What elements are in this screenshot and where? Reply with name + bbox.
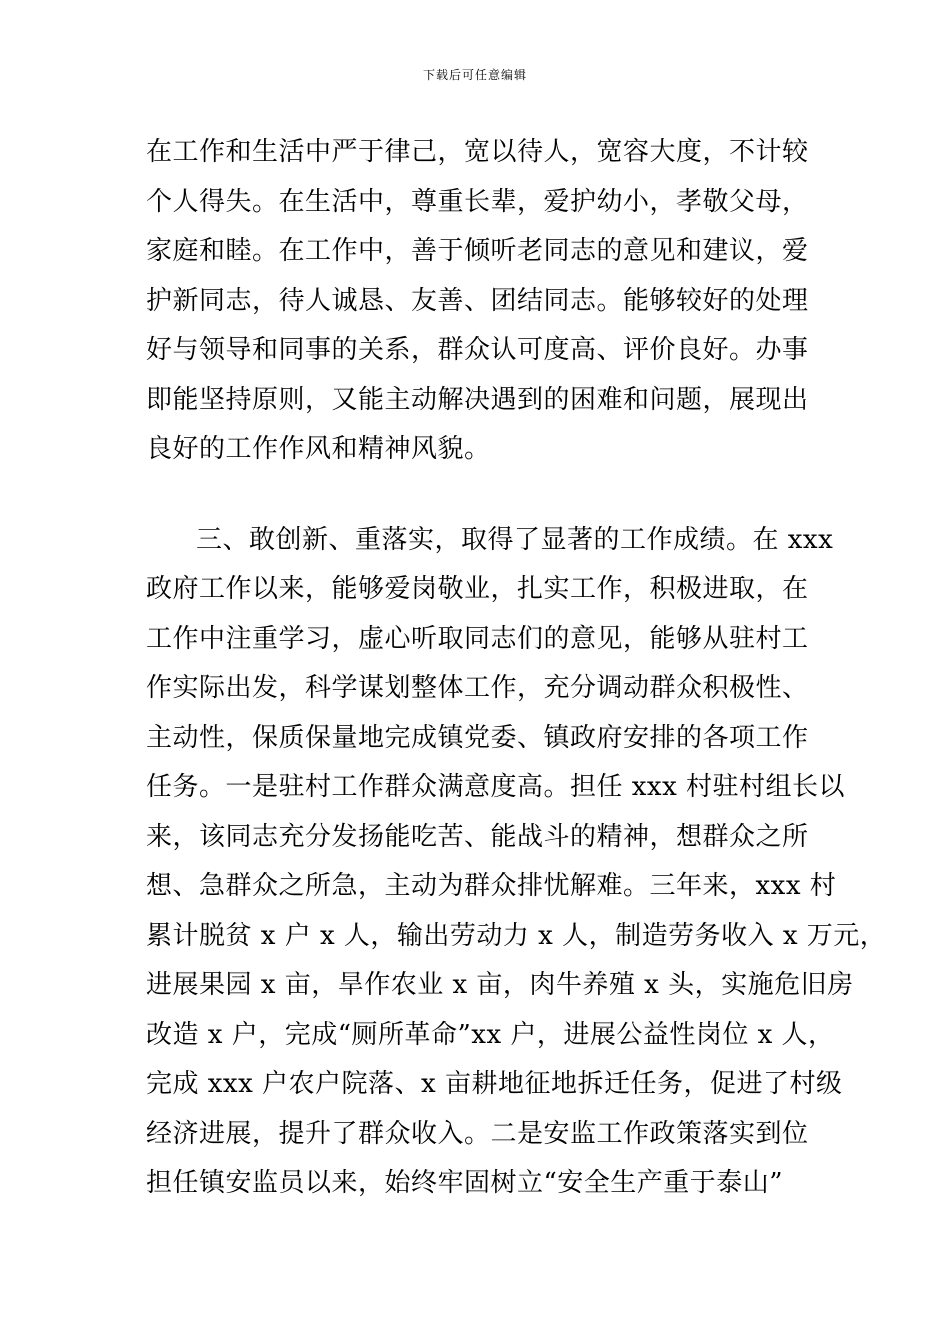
text-line: 家庭和睦。在工作中，善于倾听老同志的意见和建议，爱: [146, 236, 809, 266]
text-line: 担任镇安监员以来，始终牢固树立“安全生产重于泰山”: [146, 1168, 784, 1198]
text-line: 工作中注重学习，虚心听取同志们的意见，能够从驻村工: [146, 623, 809, 654]
text-line: 即能坚持原则，又能主动解决遇到的困难和问题，展现出: [146, 384, 809, 415]
text-line: 来，该同志充分发扬能吃苦、能战斗的精神，想群众之所: [146, 821, 809, 852]
text-line: 政府工作以来，能够爱岗敬业，扎实工作，积极进取，在: [146, 574, 809, 604]
paragraph-2: [146, 516, 887, 1209]
paragraph-1: [146, 128, 816, 475]
page-header-note: 下载后可任意编辑: [422, 68, 527, 82]
text-line: 作实际出发，科学谋划整体工作，充分调动群众积极性、: [146, 673, 809, 703]
paragraph-gap: [146, 475, 816, 516]
text-line: 进展果园 x 亩，旱作农业 x 亩，肉牛养殖 x 头，实施危旧房: [146, 970, 854, 1000]
text-line: 良好的工作作风和精神风貌。: [146, 434, 491, 464]
text-line: 护新同志，待人诚恳、友善、团结同志。能够较好的处理: [146, 285, 809, 316]
text-line: 好与领导和同事的关系，群众认可度高、评价良好。办事: [146, 335, 809, 365]
text-line: 个人得失。在生活中，尊重长辈，爱护幼小，孝敬父母，: [146, 186, 809, 217]
text-line: 改造 x 户，完成“厕所革命”xx 户，进展公益性岗位 x 人，: [146, 1019, 835, 1050]
text-line: 经济进展，提升了群众收入。二是安监工作政策落实到位: [146, 1118, 809, 1149]
text-line: 想、急群众之所急，主动为群众排忧解难。三年来，xxx 村: [146, 871, 837, 901]
text-line: 三、敢创新、重落实，取得了显著的工作成绩。在 xxx: [196, 524, 834, 555]
document-body: [146, 128, 887, 1209]
text-line: 在工作和生活中严于律己，宽以待人，宽容大度，不计较: [146, 137, 809, 167]
text-line: 任务。一是驻村工作群众满意度高。担任 xxx 村驻村组长以: [146, 772, 846, 802]
text-line: 完成 xxx 户农户院落、x 亩耕地征地拆迁任务，促进了村级: [146, 1069, 843, 1099]
text-line: 累计脱贫 x 户 x 人，输出劳动力 x 人，制造劳务收入 x 万元，: [146, 920, 887, 951]
text-line: 主动性，保质保量地完成镇党委、镇政府安排的各项工作: [146, 722, 809, 753]
